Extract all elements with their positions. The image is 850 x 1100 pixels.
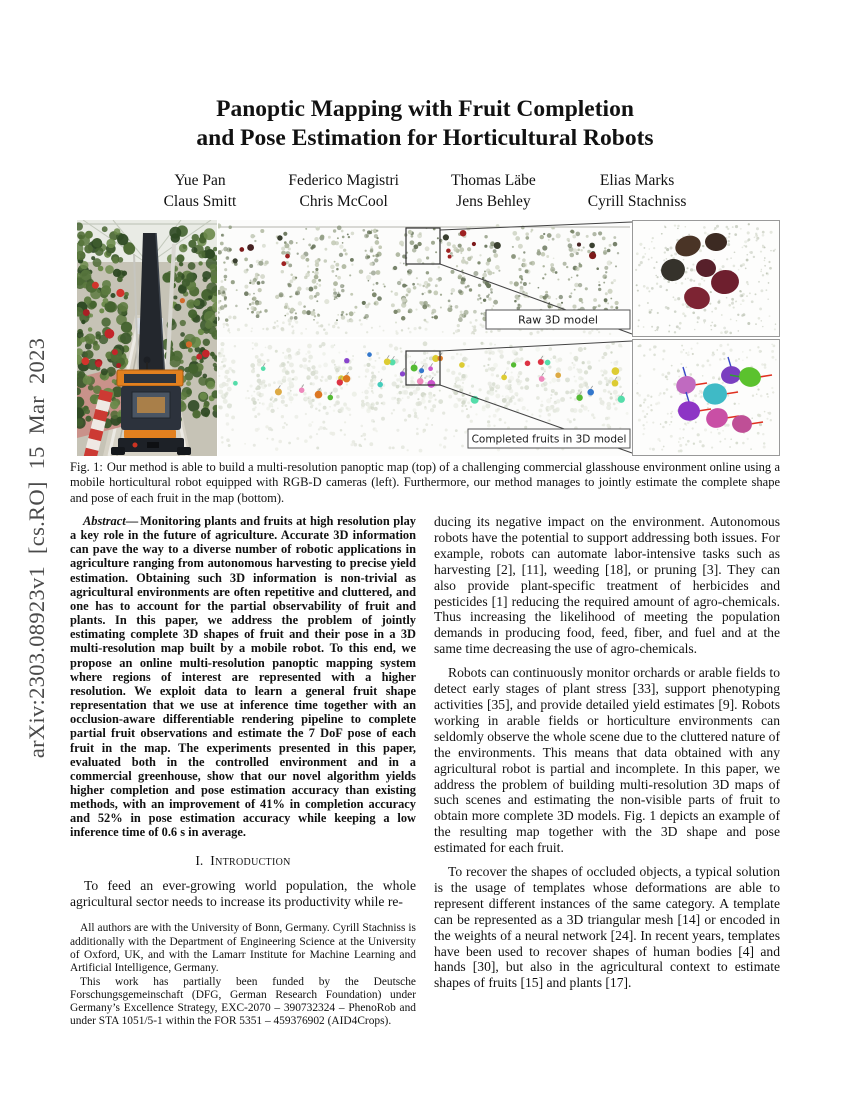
body-paragraph: To feed an ever-growing world population, the whole agricultural sector needs to increase its productivity while re- bbox=[70, 877, 416, 909]
figure-caption-text: Our method is able to build a multi-resolution panoptic map (top) of a challenging commercial glasshouse environment online using a mobile horticultural robot equipped with RGB-D cameras (left). Furthermore, our method manages to jointly estimate the complete shape and pose of each fruit in the map (bottom). bbox=[70, 460, 780, 505]
raw-3d-map bbox=[218, 220, 780, 337]
author-column bbox=[288, 171, 399, 212]
affiliation-footnote: All authors are with the University of Bonn, Germany. Cyrill Stachniss is additionally with the Department of Engineering Science at the University of Oxford, UK, and with the Lamarr Institute for Machine Learning and Artificial Intelligence, Germany. bbox=[70, 922, 416, 975]
author-name: Cyrill Stachniss bbox=[587, 192, 687, 210]
body-paragraph: To recover the shapes of occluded objects, a typical solution is the usage of templates whose deformations are able to represent different instances of the same category. A template can be represented as a 3D triangular mesh [14] or encoded in the weights of a neural network [24]. In recent years, templates have been used to recover shapes of human bodies [4] and hands [30], but also in the agricultural context to estimate shapes of fruits [15] and plants [17]. bbox=[434, 864, 780, 991]
abstract-lead: Abstract bbox=[83, 514, 126, 528]
completed-3d-map bbox=[218, 339, 780, 456]
left-column bbox=[70, 514, 416, 1029]
paper-title bbox=[50, 95, 800, 153]
body-paragraph: ducing its negative impact on the environment. Autonomous robots have the potential to support addressing both issues. For example, robots can automate labor-intensive tasks such as harvesting [2], [11], weeding [18], or pruning [3]. They can also provide plant-specific treatment of herbicides and pesticides [1] reducing the required amount of agro-chemicals. Thus increasing the likelihood of meeting the population demands in producing food, feed, fiber, and fuel and at the same time decreasing the use of agro-chemicals. bbox=[434, 514, 780, 657]
horticultural-robot bbox=[111, 370, 191, 455]
abstract-dash: — bbox=[125, 514, 139, 528]
figure-caption bbox=[70, 460, 780, 506]
author-name: Claus Smitt bbox=[163, 192, 237, 210]
completed-model-label: Completed fruits in 3D model bbox=[471, 433, 627, 446]
raw-model-label: Raw 3D model bbox=[518, 313, 598, 327]
section-title: Introduction bbox=[210, 852, 291, 868]
figure-caption-prefix: Fig. 1: bbox=[70, 460, 103, 474]
figure-1 bbox=[75, 220, 780, 456]
author-name: Yue Pan bbox=[174, 172, 226, 189]
author-name: Federico Magistri bbox=[288, 172, 399, 189]
abstract bbox=[70, 514, 416, 840]
author-column bbox=[164, 171, 237, 212]
author-name: Elias Marks bbox=[599, 172, 675, 189]
paper-title-line2: and Pose Estimation for Horticultural Robots bbox=[196, 125, 654, 151]
author-block bbox=[0, 171, 850, 212]
author-name: Thomas Läbe bbox=[451, 172, 536, 189]
funding-footnote: This work has partially been funded by the Deutsche Forschungsgemeinschaft (DFG, German Research Foundation) under Germany’s Excellence Strategy, EXC-2070 – 390732324 – PhenoRob and under STA 1051/5-1 within the FOR 5351 – 459376902 (AID4Crops). bbox=[70, 975, 416, 1028]
abstract-text: Monitoring plants and fruits at high resolution play a key role in the future of agriculture. Accurate 3D information can pave the way to a diverse number of robotic applications in agriculture ranging from autonomous harvesting to precise yield estimation. Obtaining such 3D information is non-trivial as agricultural environments are often repetitive and cluttered, and one has to account for the partial observability of fruit and plants. In this paper, we address the problem of jointly estimating complete 3D shapes of fruit and their pose in a 3D multi-resolution map built by a mobile robot. To this end, we propose an online multi-resolution panoptic mapping system where regions of interest are represented with a higher resolution. We exploit data to learn a general fruit shape representation that we use at inference time together with an occlusion-aware differentiable rendering pipeline to complete partial fruit observations and estimate the 7 DoF pose of each fruit in the map. The experiments presented in this paper, evaluated both in the controlled environment and in a commercial greenhouse, show that our novel algorithm yields higher completion and pose estimation accuracy than existing methods, with an improvement of 41% in completion accuracy and 52% in pose estimation accuracy while keeping a low inference time of 0.6 s in average. bbox=[70, 514, 416, 840]
body-paragraph: Robots can continuously monitor orchards or arable fields to detect early stages of plant stress [33], support phenotyping activities [35], and provide detailed yield estimates [9]. Robots working in arable fields or horticulture environments can seldomly observe the whole scene due to the cluttered nature of the environments. This means that data obtained with any agricultural robot is partial and incomplete. In this paper, we address the problem of building multi-resolution 3D maps of such scenes and estimating the non-visible parts of fruit to obtain more complete 3D models. Fig. 1 depicts an example of the resulting map together with the 3D shape and pose estimated for each fruit. bbox=[434, 665, 780, 856]
section-heading-introduction bbox=[70, 853, 416, 869]
robot-photo bbox=[77, 220, 217, 456]
arxiv-watermark: arXiv:2303.08923v1 [cs.RO] 15 Mar 2023 bbox=[24, 337, 49, 759]
author-column bbox=[588, 171, 687, 212]
right-column bbox=[434, 514, 780, 999]
author-name: Jens Behley bbox=[456, 192, 531, 210]
author-name: Chris McCool bbox=[299, 192, 388, 210]
author-column bbox=[451, 171, 536, 212]
paper-title-line1: Panoptic Mapping with Fruit Completion bbox=[216, 96, 634, 122]
section-number: I. bbox=[195, 852, 204, 868]
footnote-block bbox=[70, 922, 416, 1028]
